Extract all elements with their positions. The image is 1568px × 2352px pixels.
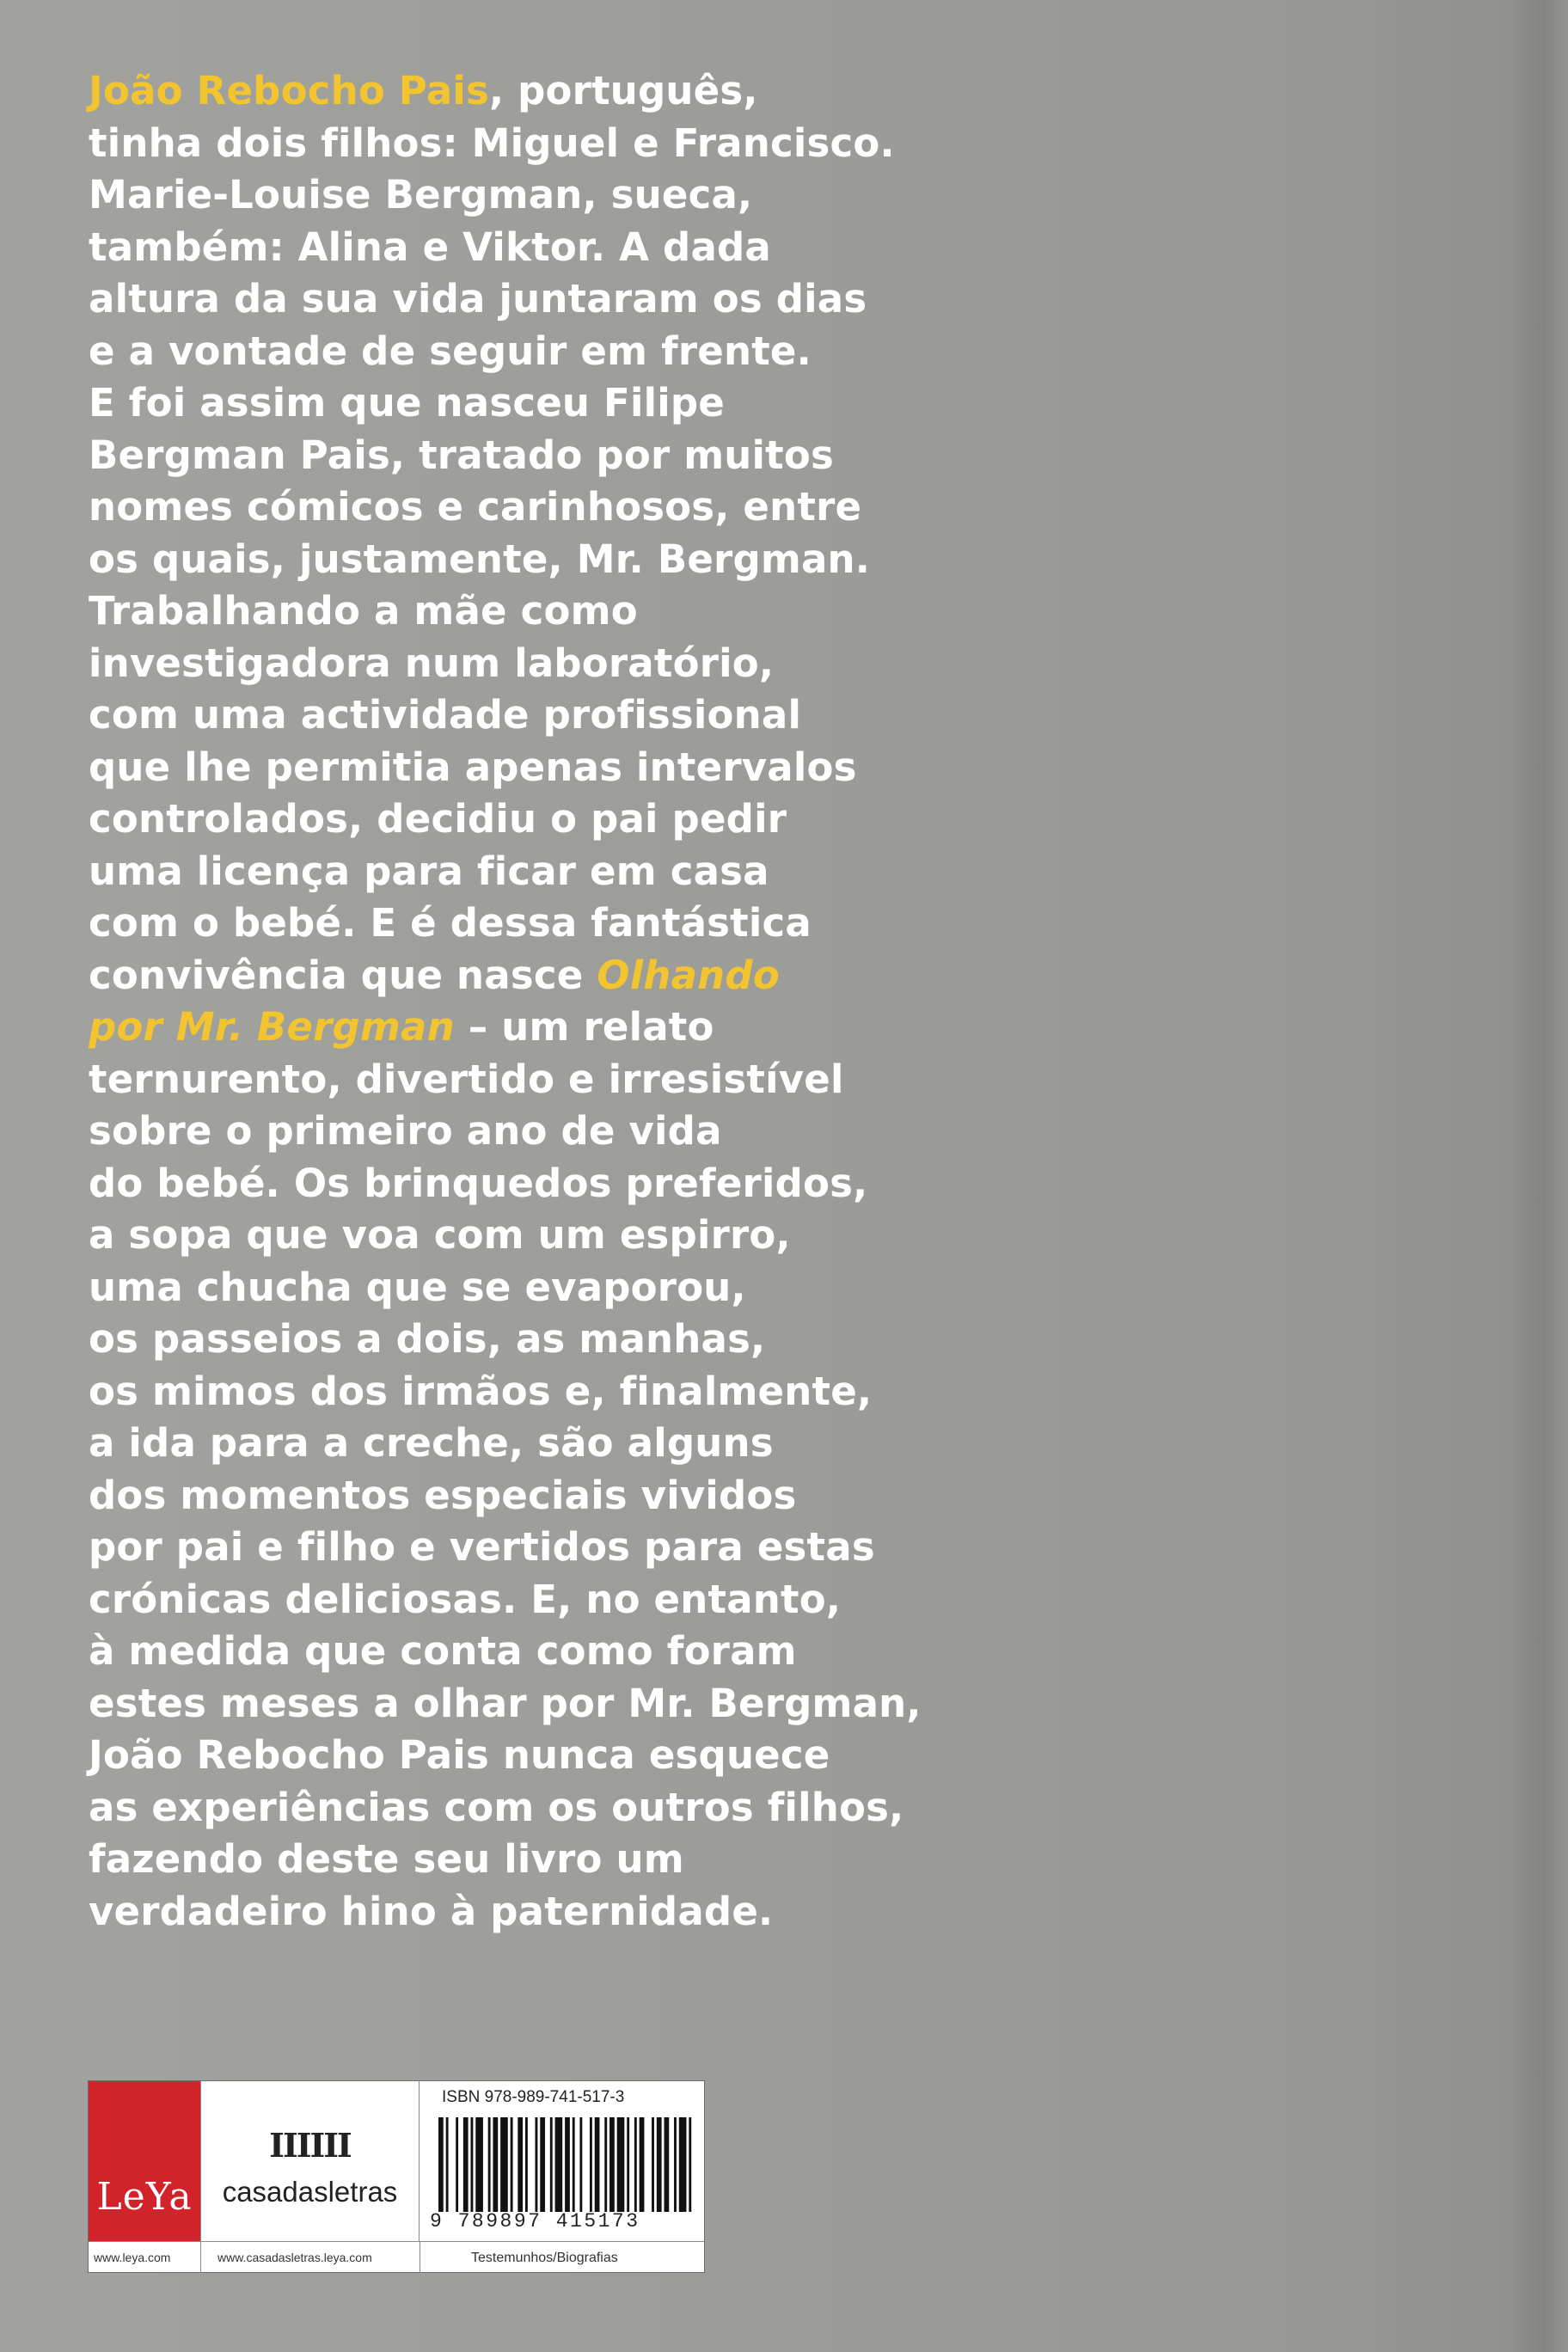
blurb-text-segment: que lhe permitia apenas intervalos bbox=[89, 744, 857, 790]
barcode-bar bbox=[555, 2117, 563, 2212]
barcode-bar bbox=[540, 2117, 545, 2212]
publisher-box bbox=[88, 2080, 705, 2273]
barcode-icon bbox=[438, 2117, 696, 2212]
blurb-line bbox=[89, 1834, 948, 1886]
book-category: Testemunhos/Biografias bbox=[471, 2251, 618, 2265]
blurb-text-segment: verdadeiro hino à paternidade. bbox=[89, 1888, 774, 1934]
barcode-bar bbox=[471, 2117, 474, 2212]
barcode-bar bbox=[665, 2117, 670, 2212]
barcode-bar bbox=[604, 2117, 607, 2212]
blurb-line bbox=[89, 638, 948, 690]
blurb-line bbox=[89, 326, 948, 378]
isbn-label: ISBN 978-989-741-517-3 bbox=[442, 2088, 625, 2106]
blurb-text bbox=[89, 65, 948, 1938]
casa-das-letras-mark-icon: IIIIII bbox=[269, 2126, 351, 2165]
blurb-line bbox=[89, 585, 948, 638]
barcode-bar bbox=[617, 2117, 625, 2212]
blurb-line bbox=[89, 377, 948, 430]
barcode-bar bbox=[565, 2117, 570, 2212]
blurb-line bbox=[89, 1574, 948, 1626]
barcode-bar bbox=[590, 2117, 592, 2212]
blurb-line bbox=[89, 481, 948, 534]
blurb-line bbox=[89, 1418, 948, 1470]
blurb-text-segment: Bergman Pais, tratado por muitos bbox=[89, 432, 834, 478]
barcode-bar bbox=[475, 2117, 483, 2212]
blurb-text-segment: por pai e filho e vertidos para estas bbox=[89, 1524, 875, 1570]
barcode-bar bbox=[463, 2117, 469, 2212]
barcode-bar bbox=[511, 2117, 513, 2212]
author-name-highlight: João Rebocho Pais bbox=[89, 68, 489, 113]
barcode-bar bbox=[652, 2117, 654, 2212]
blurb-text-segment: estes meses a olhar por Mr. Bergman, bbox=[89, 1680, 922, 1726]
blurb-text-segment: uma chucha que se evaporou, bbox=[89, 1264, 746, 1310]
barcode-bar bbox=[573, 2117, 575, 2212]
barcode-bar bbox=[536, 2117, 538, 2212]
blurb-text-segment: E foi assim que nasceu Filipe bbox=[89, 380, 725, 426]
blurb-line bbox=[89, 689, 948, 742]
barcode-bar bbox=[689, 2117, 691, 2212]
blurb-text-segment: – um relato bbox=[454, 1004, 714, 1050]
blurb-line bbox=[89, 1262, 948, 1314]
barcode-bar bbox=[634, 2117, 637, 2212]
barcode-bar bbox=[493, 2117, 498, 2212]
blurb-line bbox=[89, 1470, 948, 1522]
blurb-text-segment: os quais, justamente, Mr. Bergman. bbox=[89, 536, 871, 582]
blurb-line bbox=[89, 1522, 948, 1574]
leya-logo: LeYa bbox=[96, 2175, 193, 2219]
barcode-bar bbox=[525, 2117, 528, 2212]
blurb-text-segment: , português, bbox=[488, 68, 758, 113]
blurb-text-segment: convivência que nasce bbox=[89, 952, 597, 998]
blurb-line bbox=[89, 846, 948, 898]
barcode-bar bbox=[657, 2117, 662, 2212]
blurb-text-segment: a sopa que voa com um espirro, bbox=[89, 1212, 791, 1258]
blurb-line bbox=[89, 222, 948, 274]
blurb-line bbox=[89, 430, 948, 482]
barcode-bar bbox=[456, 2117, 458, 2212]
blurb-line bbox=[89, 742, 948, 794]
blurb-line bbox=[89, 534, 948, 586]
blurb-text-segment: Trabalhando a mãe como bbox=[89, 588, 638, 634]
blurb-line bbox=[89, 118, 948, 170]
blurb-line bbox=[89, 1730, 948, 1782]
publisher-footer bbox=[89, 2241, 704, 2273]
leya-logo-block bbox=[89, 2081, 201, 2241]
blurb-line bbox=[89, 1158, 948, 1210]
blurb-text-segment: sobre o primeiro ano de vida bbox=[89, 1108, 722, 1154]
blurb-text-segment: os mimos dos irmãos e, finalmente, bbox=[89, 1368, 873, 1414]
book-title-highlight: Olhando bbox=[597, 952, 780, 998]
blurb-line bbox=[89, 169, 948, 222]
blurb-text-segment: ternurento, divertido e irresistível bbox=[89, 1056, 844, 1102]
blurb-text-segment: investigadora num laboratório, bbox=[89, 640, 775, 686]
footer-divider bbox=[200, 2242, 201, 2273]
blurb-line bbox=[89, 65, 948, 118]
blurb-text-segment: tinha dois filhos: Miguel e Francisco. bbox=[89, 119, 895, 166]
blurb-text-segment: as experiências com os outros filhos, bbox=[89, 1784, 904, 1830]
barcode-bar bbox=[500, 2117, 508, 2212]
blurb-text-segment: com uma actividade profissional bbox=[89, 692, 802, 738]
casa-das-letras-block bbox=[201, 2081, 420, 2241]
barcode-bar bbox=[446, 2117, 449, 2212]
barcode-bar bbox=[518, 2117, 523, 2212]
blurb-text-segment: fazendo deste seu livro um bbox=[89, 1836, 684, 1882]
blurb-text-segment: nomes cómicos e carinhosos, entre bbox=[89, 484, 862, 530]
blurb-line bbox=[89, 1886, 948, 1939]
blurb-line bbox=[89, 897, 948, 950]
casa-das-letras-name: casadasletras bbox=[222, 2176, 398, 2208]
book-title-highlight: por Mr. Bergman bbox=[89, 1004, 455, 1050]
barcode-bar bbox=[550, 2117, 553, 2212]
blurb-text-segment: uma licença para ficar em casa bbox=[89, 848, 769, 894]
leya-url: www.leya.com bbox=[94, 2251, 171, 2264]
blurb-text-segment: também: Alina e Viktor. A dada bbox=[89, 224, 771, 270]
barcode-bar bbox=[595, 2117, 600, 2212]
blurb-line bbox=[89, 1782, 948, 1834]
cover-edge-shadow bbox=[1508, 0, 1568, 2352]
blurb-text-segment: João Rebocho Pais nunca esquece bbox=[89, 1732, 830, 1778]
blurb-text-segment: altura da sua vida juntaram os dias bbox=[89, 276, 867, 322]
barcode-bar bbox=[674, 2117, 677, 2212]
blurb-line bbox=[89, 1366, 948, 1418]
blurb-line bbox=[89, 793, 948, 846]
blurb-text-segment: a ida para a creche, são alguns bbox=[89, 1420, 774, 1466]
blurb-line bbox=[89, 273, 948, 326]
blurb-line bbox=[89, 1054, 948, 1106]
barcode-bar bbox=[679, 2117, 687, 2212]
barcode-bar bbox=[640, 2117, 645, 2212]
casa-url: www.casadasletras.leya.com bbox=[217, 2251, 372, 2264]
blurb-text-segment: com o bebé. E é dessa fantástica bbox=[89, 900, 812, 946]
blurb-line bbox=[89, 1001, 948, 1054]
barcode-bar bbox=[438, 2117, 444, 2212]
isbn-digits: 9 789897 415173 bbox=[430, 2210, 640, 2233]
barcode-bar bbox=[488, 2117, 491, 2212]
blurb-text-segment: crónicas deliciosas. E, no entanto, bbox=[89, 1576, 842, 1622]
barcode-bar bbox=[579, 2117, 582, 2212]
blurb-line bbox=[89, 950, 948, 1002]
blurb-text-segment: Marie-Louise Bergman, sueca, bbox=[89, 172, 753, 217]
blurb-line bbox=[89, 1210, 948, 1262]
blurb-line bbox=[89, 1626, 948, 1678]
blurb-text-segment: os passeios a dois, as manhas, bbox=[89, 1316, 766, 1362]
blurb-text-segment: à medida que conta como foram bbox=[89, 1628, 797, 1674]
blurb-line bbox=[89, 1314, 948, 1366]
barcode-bar bbox=[609, 2117, 615, 2212]
blurb-line bbox=[89, 1678, 948, 1730]
barcode-bar bbox=[627, 2117, 629, 2212]
blurb-text-segment: e a vontade de seguir em frente. bbox=[89, 328, 812, 374]
isbn-block bbox=[420, 2081, 704, 2241]
blurb-text-segment: do bebé. Os brinquedos preferidos, bbox=[89, 1160, 868, 1206]
blurb-text-segment: dos momentos especiais vividos bbox=[89, 1472, 797, 1518]
blurb-line bbox=[89, 1106, 948, 1158]
blurb-text-segment: controlados, decidiu o pai pedir bbox=[89, 796, 787, 842]
